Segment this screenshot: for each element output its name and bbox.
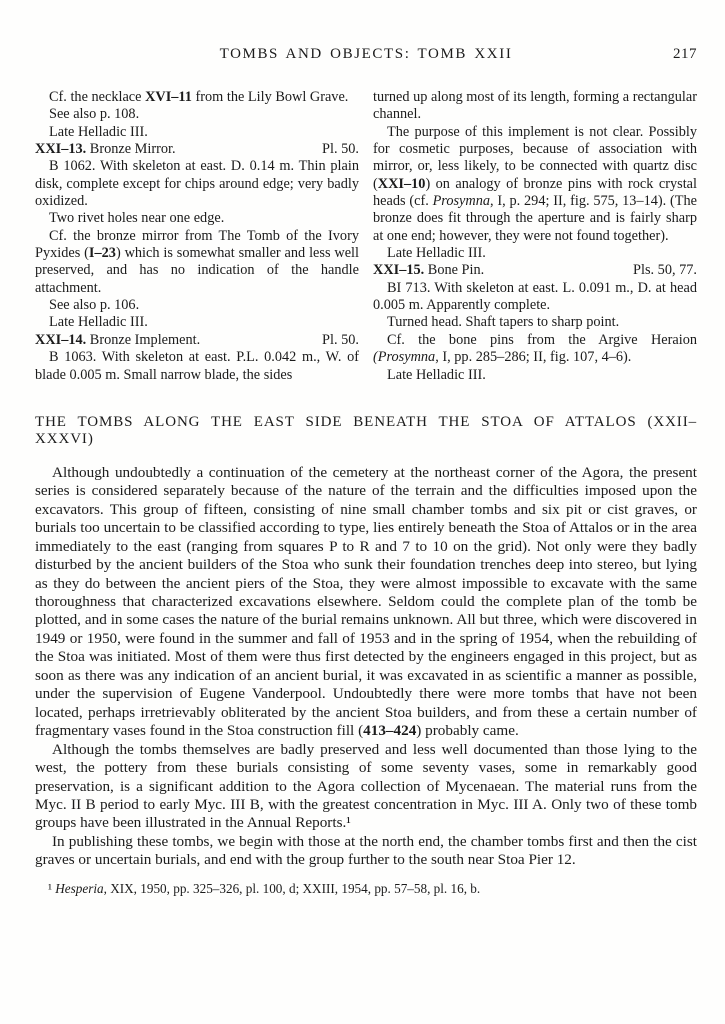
catalog-paragraph: See also p. 106.: [49, 297, 140, 314]
entry-title: XXI–14. Bronze Implement.: [35, 331, 201, 348]
section-heading: THE TOMBS ALONG THE EAST SIDE BENEATH THE STOA OF ATTALOS (XXII–XXXVI): [35, 413, 697, 447]
catalog-paragraph: Two rivet holes near one edge.: [49, 210, 225, 227]
entry-plate-ref: Pl. 50.: [322, 141, 359, 158]
catalog-paragraph: Late Helladic III.: [49, 314, 148, 331]
catalog-entry-heading-xxi-13: [35, 141, 359, 158]
entry-plate-ref: Pl. 50.: [322, 331, 359, 348]
catalog-paragraph: B 1063. With skeleton at east. P.L. 0.042 m., W. of blade 0.005 m. Small narrow blade, the sides: [35, 349, 359, 383]
catalog-paragraph: The purpose of this implement is not clear. Possibly for cosmetic purposes, because of association with mirror, or, less likely, to be connected with quartz disc (XXI–10) on analogy of bronze pins with rock crystal heads (cf. Prosymna, I, p. 294; II, fig. 575, 13–14). (The bronze does fit through the aperture and is fairly sharp at one end; however, they were not found together).: [373, 123, 697, 244]
body-paragraph: Although the tombs themselves are badly preserved and less well documented than those lying to the west, the pottery from these burials consisting of some seventy vases, some in remarkably good preservation, is a significant addition to the Agora collection of Mycenaean. The material runs from the Myc. II B period to early Myc. III B, with the greatest concentration in Myc. III A. Only two of these tomb groups have been illustrated in the Annual Reports.¹: [35, 740, 697, 832]
right-column: [373, 89, 697, 384]
catalog-paragraph: B 1062. With skeleton at east. D. 0.14 m. Thin plain disk, complete except for chips around edge; very badly oxidized.: [35, 158, 359, 210]
catalog-entry-heading-xxi-14: [35, 332, 359, 349]
catalog-paragraph: See also p. 108.: [49, 106, 140, 123]
catalog-paragraph: Cf. the bronze mirror from The Tomb of the Ivory Pyxides (I–23) which is somewhat smaller and less well preserved, and has no indication of the handle attachment.: [35, 227, 359, 296]
page-number: 217: [673, 46, 697, 62]
entry-title: XXI–15. Bone Pin.: [373, 262, 485, 279]
body-text: [35, 464, 697, 870]
catalog-paragraph: Late Helladic III.: [387, 366, 486, 383]
catalog-paragraph: Late Helladic III.: [387, 245, 486, 262]
catalog-entry-heading-xxi-15: [373, 262, 697, 279]
catalog-paragraph: Turned head. Shaft tapers to sharp point.: [387, 314, 620, 331]
body-paragraph: In publishing these tombs, we begin with those at the north end, the chamber tombs first and then the cist graves or uncertain burials, and end with the group further to the south near Stoa Pier 12.: [35, 832, 697, 869]
body-paragraph: Although undoubtedly a continuation of the cemetery at the northeast corner of the Agora, the present series is considered separately because of the nature of the terrain and the difficulties imposed upon the excavators. This group of fifteen, consisting of nine small chamber tombs and six pit or cist graves, or burials too uncertain to be classified according to type, lies entirely beneath the Stoa of Attalos or in the area immediately to the east (ranging from squares P to R and 7 to 10 on the grid). Not only were they badly disturbed by the ancient builders of the Stoa who sunk their foundation trenches deep into stereo, but lying as they do between the ancient piers of the Stoa, they were almost impossible to excavate with the same thoroughness that characterized excavations elsewhere. Seldom could the complete plan of the tomb be plotted, and in some cases the nature of the burial remains unknown. All but three, which were discovered in 1949 or 1950, were found in the summer and fall of 1953 and in the spring of 1954, when the rebuilding of the Stoa was initiated. Most of them were thus first detected by the engineers engaged in this project, but as soon as there was any indication of an ancient burial, it was excavated in as scientific a manner as possible, under the supervision of Eugene Vanderpool. Undoubtedly there were more tombs that have not been located, perhaps irretrievably obliterated by the ancient Stoa builders, and from these a certain number of fragmentary vases found in the Stoa construction fill (413–424) probably came.: [35, 463, 697, 740]
catalog-paragraph: Late Helladic III.: [49, 123, 148, 140]
footnote: ¹ Hesperia, XIX, 1950, pp. 325–326, pl. 100, d; XXIII, 1954, pp. 57–58, pl. 16, b.: [48, 880, 481, 896]
entry-title: XXI–13. Bronze Mirror.: [35, 141, 176, 158]
catalog-paragraph: BI 713. With skeleton at east. L. 0.091 m., D. at head 0.005 m. Apparently complete.: [373, 279, 697, 314]
catalog-paragraph: turned up along most of its length, forming a rectangular channel.: [373, 89, 697, 123]
running-head-title: TOMBS AND OBJECTS: TOMB XXII: [219, 46, 513, 62]
catalog-paragraph: Cf. the bone pins from the Argive Heraion (Prosymna, I, pp. 285–286; II, fig. 107, 4–6).: [373, 331, 697, 366]
catalog-paragraph: Cf. the necklace XVI–11 from the Lily Bowl Grave.: [49, 89, 349, 105]
left-column: [35, 89, 359, 384]
running-head: [35, 46, 697, 63]
catalog-columns: [35, 89, 697, 384]
entry-plate-ref: Pls. 50, 77.: [633, 262, 697, 279]
